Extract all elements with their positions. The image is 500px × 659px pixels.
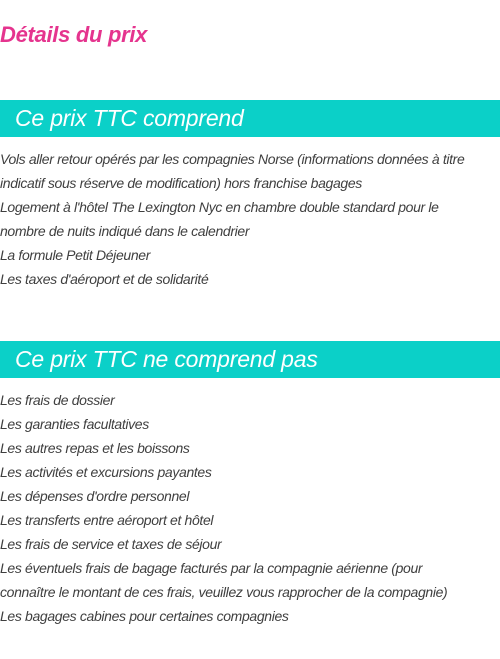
excluded-section-header <box>0 341 500 378</box>
included-section-header <box>0 100 500 137</box>
excluded-line: Les éventuels frais de bagage facturés par la compagnie aérienne (pour <box>0 560 423 576</box>
excluded-line: Les frais de service et taxes de séjour <box>0 536 222 552</box>
excluded-line: Les bagages cabines pour certaines compagnies <box>0 608 289 624</box>
excluded-line: Les dépenses d'ordre personnel <box>0 488 190 504</box>
included-line: indicatif sous réserve de modification) hors franchise bagages <box>0 175 362 191</box>
included-line: Vols aller retour opérés par les compagnies Norse (informations données à titre <box>0 151 465 167</box>
excluded-line: Les transferts entre aéroport et hôtel <box>0 512 214 528</box>
excluded-heading: Ce prix TTC ne comprend pas <box>15 346 318 372</box>
included-line: Logement à l'hôtel The Lexington Nyc en chambre double standard pour le <box>0 199 439 215</box>
excluded-line: Les garanties facultatives <box>0 416 149 432</box>
excluded-line: Les autres repas et les boissons <box>0 440 190 456</box>
included-line: Les taxes d'aéroport et de solidarité <box>0 271 209 287</box>
excluded-line: Les frais de dossier <box>0 392 115 408</box>
included-line: nombre de nuits indiqué dans le calendrier <box>0 223 250 239</box>
included-list <box>0 147 500 291</box>
page-title: Détails du prix <box>0 22 148 47</box>
included-heading: Ce prix TTC comprend <box>15 105 244 131</box>
excluded-line: Les activités et excursions payantes <box>0 464 212 480</box>
included-line: La formule Petit Déjeuner <box>0 247 151 263</box>
excluded-line: connaître le montant de ces frais, veuillez vous rapprocher de la compagnie) <box>0 584 448 600</box>
excluded-list <box>0 388 500 628</box>
